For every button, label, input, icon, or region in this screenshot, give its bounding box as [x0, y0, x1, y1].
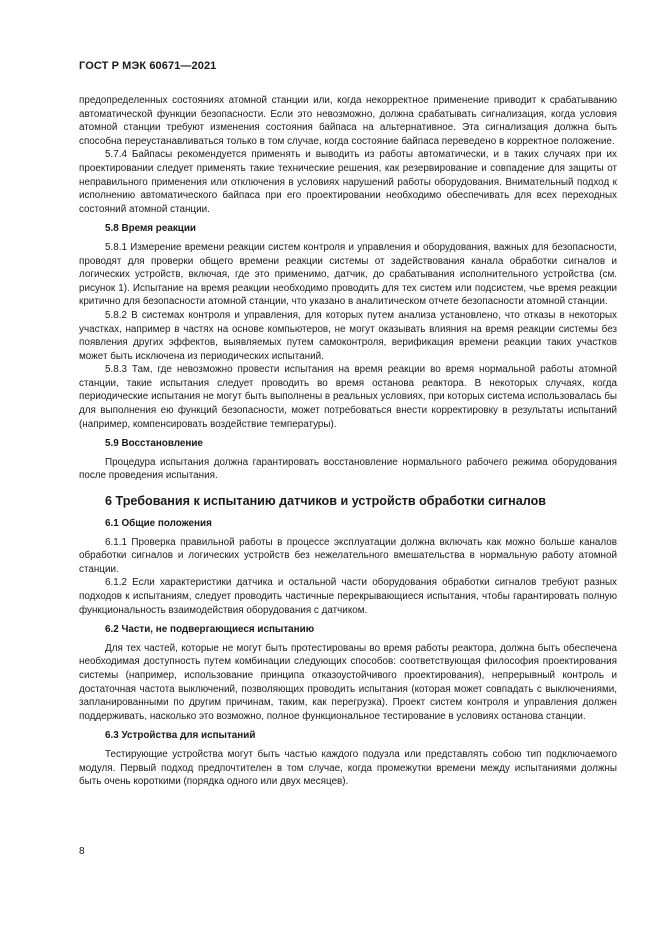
paragraph-6-3: Тестирующие устройства могут быть частью каждого подузла или представлять собою тип подключаемого модуля. Первый подход предпочтителен в том случае, когда промежутки времени между испытаниями должны быть очень короткими (порядка одного или двух месяцев).: [79, 748, 617, 788]
paragraph-6-2: Для тех частей, которые не могут быть протестированы во время работы реактора, должна быть обеспечена необходимая доступность путем комбинации следующих способов: соответствующая философия проектирования системы (например, использование принципа отказоустойчивого проектирования), непрерывный контроль и достаточная частота выключений, позволяющих проводить испытания (которая может совпадать с выключениями, запланированными по другим причинам, таким, как перегрузка). Проект систем контроля и управления должен поддерживать, насколько это возможно, полное функциональное тестирование в условиях останова станции.: [79, 642, 617, 722]
intro-paragraph: предопределенных состояниях атомной станции или, когда некорректное применение приводит к срабатыванию автоматической функции безопасности. Если это невозможно, должна срабатывать сигнализация, когда условия атомной станции требуют изменения состояния байпаса на альтернативное. Эта сигнализация должна быть способна переустанавливаться только в том случае, когда состояние байпаса переведено в корректное положение.: [79, 95, 617, 147]
heading-5-8: 5.8 Время реакции: [105, 223, 196, 235]
document-header: ГОСТ Р МЭК 60671—2021: [79, 60, 217, 72]
heading-6-2: 6.2 Части, не подвергающиеся испытанию: [105, 624, 315, 636]
paragraph-5-8-3: 5.8.3 Там, где невозможно провести испытания на время реакции во время нормальной работы атомной станции, такие испытания следует проводить во время останова реактора. В некоторых случаях, когда периодические испытания не могут быть выполнены в реальных условиях, при которых система использовалась бы для выполнения ею функций безопасности, может потребоваться внести корректировку в результаты испытаний (например, компенсировать воздействие температуры).: [79, 364, 617, 430]
paragraph-5-9: Процедура испытания должна гарантировать восстановление нормального рабочего режима оборудования после проведения испытания.: [79, 456, 617, 482]
paragraph-5-8-2: 5.8.2 В системах контроля и управления, для которых путем анализа установлено, что отказы в некоторых участках, например в частях на основе компьютеров, не могут оказывать влияния на время реакции системы без появления других эффектов, выявляемых путем самоконтроля, верификация времени реакции таких участков может быть исключена из периодических испытаний.: [79, 309, 617, 362]
section-heading-6: 6 Требования к испытанию датчиков и устройств обработки сигналов: [105, 494, 547, 509]
paragraph-5-8-1: 5.8.1 Измерение времени реакции систем контроля и управления и оборудования, важных для безопасности, проводят для проверки общего времени реакции системы от задействования канала обработки сигналов и логических устройств, включая, где это применимо, датчик, до срабатывания исполнительного устройства (см. рисунок 1). Испытание на время реакции необходимо проводить для тех систем или подсистем, чье время реакции критично для безопасности атомной станции, что указано в аналитическом отчете безопасности атомной станции.: [79, 241, 617, 308]
page-number: 8: [79, 846, 85, 857]
heading-6-1: 6.1 Общие положения: [105, 518, 212, 530]
paragraph-6-1-1: 6.1.1 Проверка правильной работы в процессе эксплуатации должна включать как можно больше каналов обработки сигналов и логических устройств без нежелательного вмешательства в нормальную работу атомной станции.: [79, 536, 617, 575]
heading-6-3: 6.3 Устройства для испытаний: [105, 730, 256, 742]
page-body: [79, 94, 617, 789]
paragraph-5-7-4: 5.7.4 Байпасы рекомендуется применять и выводить из работы автоматически, и в таких случаях при их проектировании следует применять такие технические решения, как резервирование и совпадение для защиты от неправильного применения или отключения в условиях нарушений работы оборудования. Внимательный подход к исполнению автоматического байпаса при его проектировании необходимо обеспечивать для всех переходных состояний атомной станции.: [79, 149, 617, 215]
heading-5-9: 5.9 Восстановление: [105, 438, 203, 450]
paragraph-6-1-2: 6.1.2 Если характеристики датчика и остальной части оборудования обработки сигналов требуют разных подходов к испытаниям, следует проводить частичные перекрывающиеся испытания, чтобы гарантировать полную функциональность взаимодействия оборудования с датчиком.: [79, 577, 617, 616]
